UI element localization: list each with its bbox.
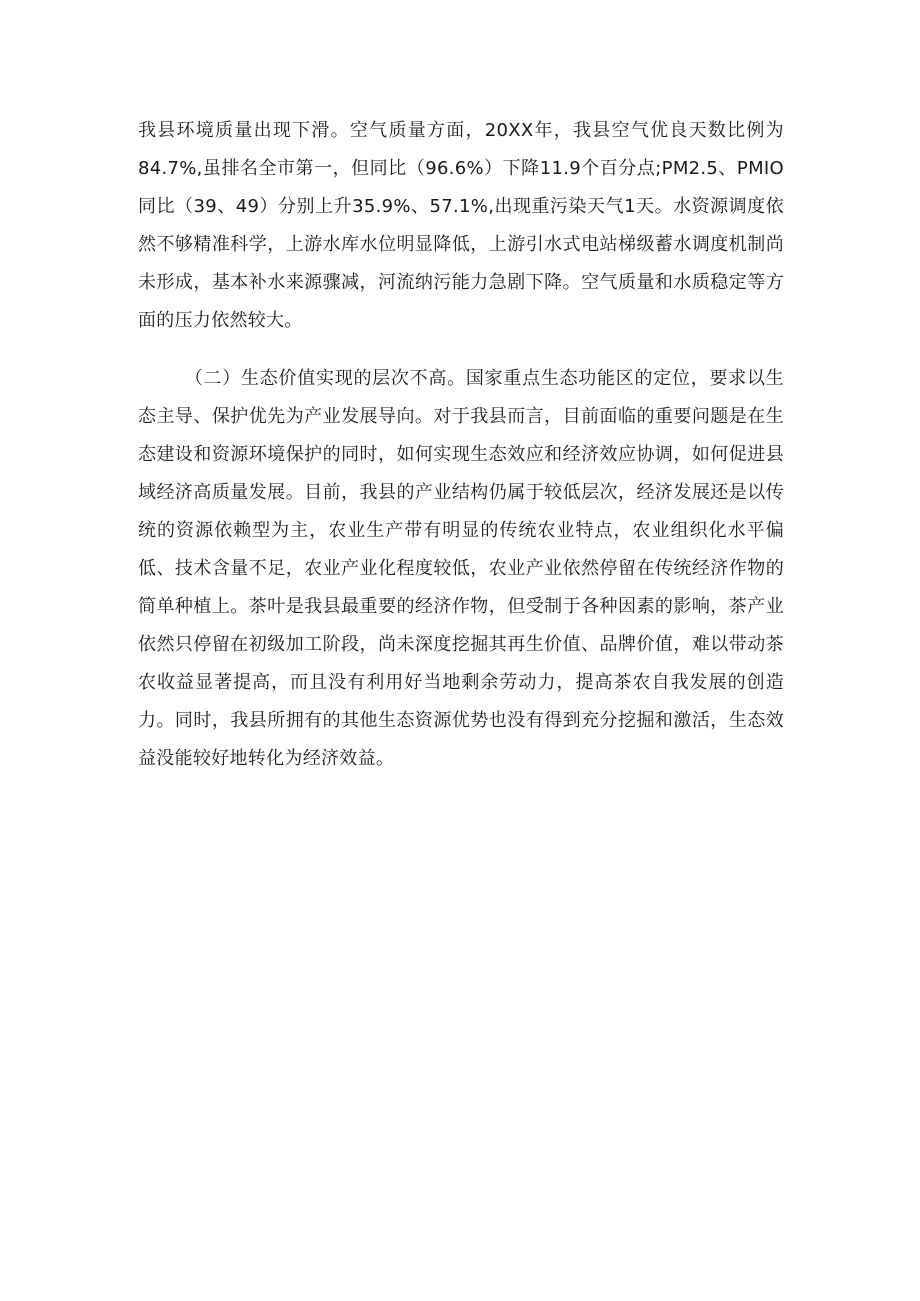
paragraph-environment-quality: 我县环境质量出现下滑。空气质量方面，20XX年，我县空气优良天数比例为84.7%,虽排名全市第一，但同比（96.6%）下降11.9个百分点;PM2.5、PMIO同比（39、49）分别上升35.9%、57.1%,出现重污染天气1天。水资源调度依然不够精准科学，上游水库水位明显降低，上游引水式电站梯级蓄水调度机制尚未形成，基本补水来源骤减，河流纳污能力急剧下降。空气质量和水质稳定等方面的压力依然较大。: [138, 120, 784, 331]
paragraph-ecological-value: （二）生态价值实现的层次不高。国家重点生态功能区的定位，要求以生态主导、保护优先为产业发展导向。对于我县而言，目前面临的重要问题是在生态建设和资源环境保护的同时，如何实现生态效应和经济效应协调，如何促进县域经济高质量发展。目前，我县的产业结构仍属于较低层次，经济发展还是以传统的资源依赖型为主，农业生产带有明显的传统农业特点，农业组织化水平偏低、技术含量不足，农业产业化程度较低，农业产业依然停留在传统经济作物的简单种植上。茶叶是我县最重要的经济作物，但受制于各种因素的影响，茶产业依然只停留在初级加工阶段，尚未深度挖掘其再生价值、品牌价值，难以带动茶农收益显著提高，而且没有利用好当地剩余劳动力，提高茶农自我发展的创造力。同时，我县所拥有的其他生态资源优势也没有得到充分挖掘和激活，生态效益没能较好地转化为经济效益。: [138, 368, 784, 769]
document-body: [138, 112, 784, 778]
